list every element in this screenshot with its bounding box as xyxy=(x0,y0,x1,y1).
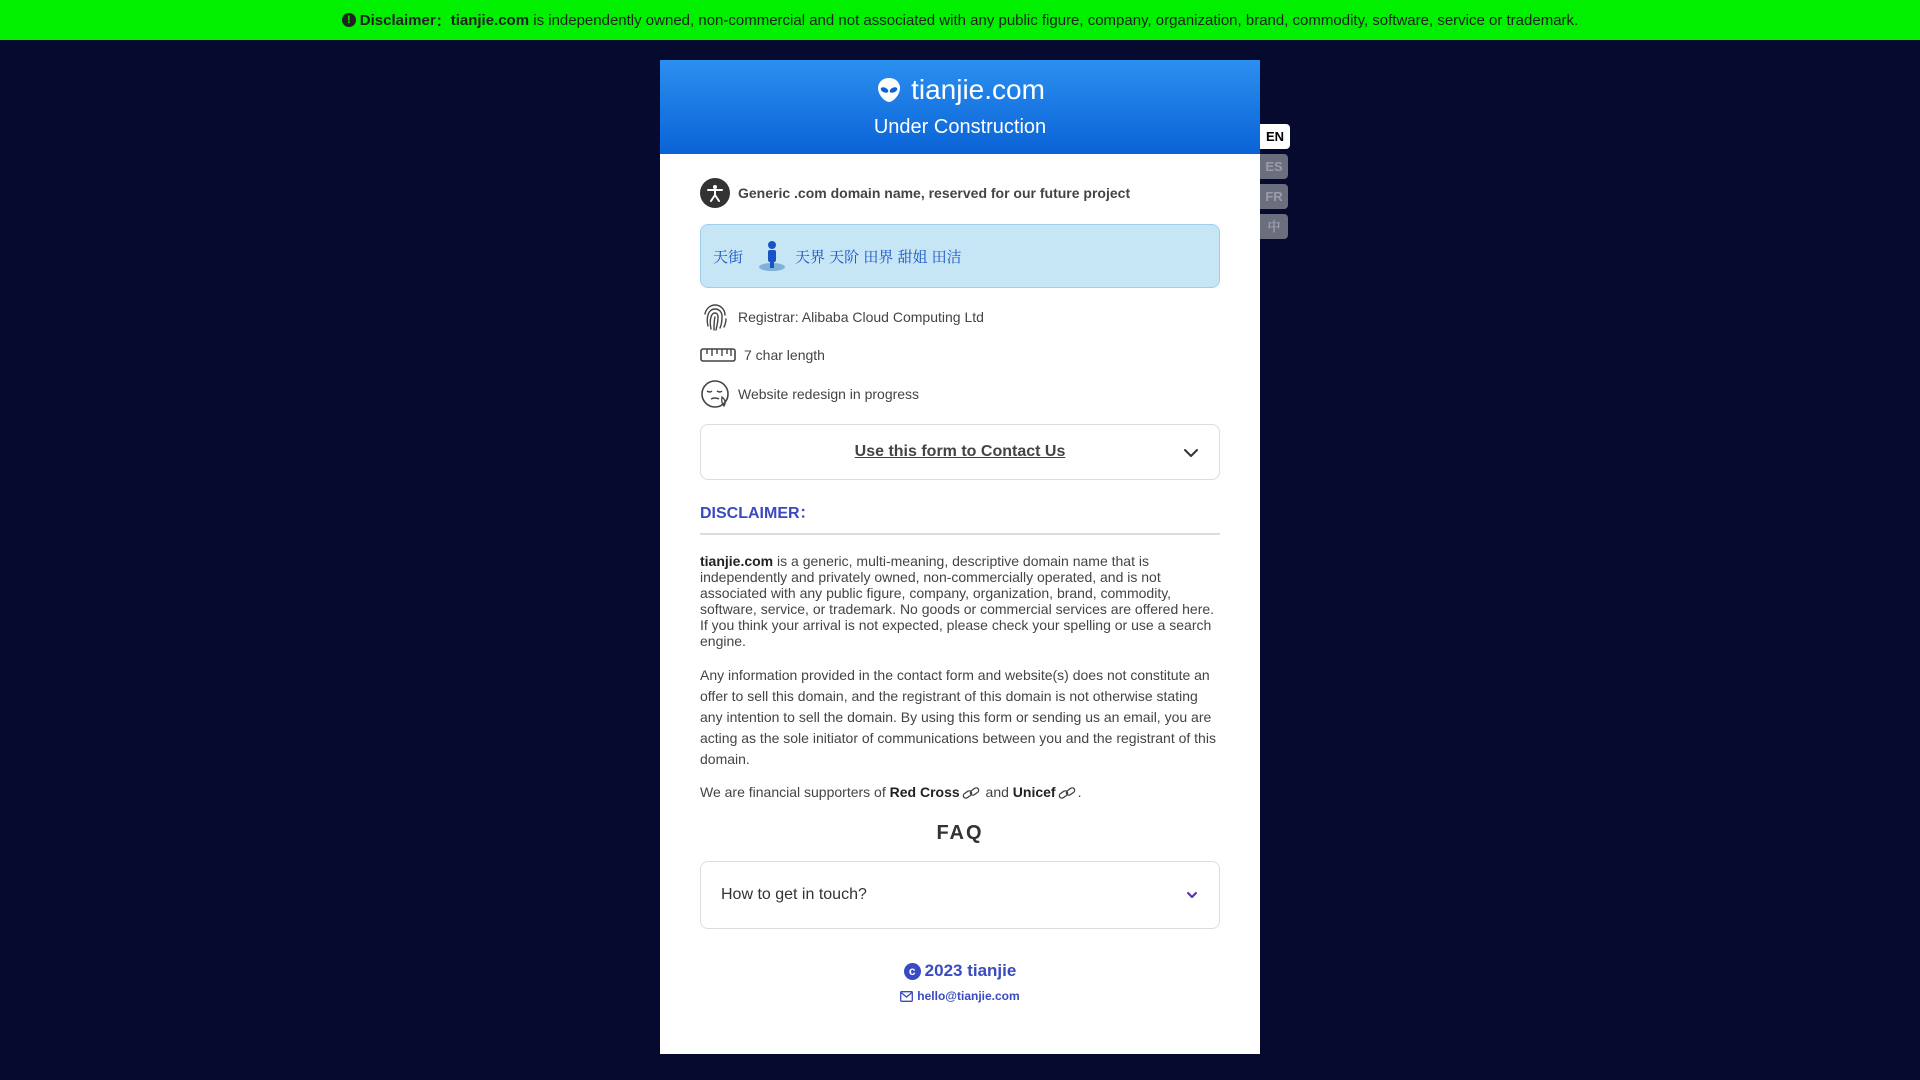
faq-heading: FAQ xyxy=(936,822,984,845)
status-text: Website redesign in progress xyxy=(738,386,920,402)
envelope-icon xyxy=(900,991,913,1002)
main-card xyxy=(660,60,1260,1054)
chevron-down-icon xyxy=(1183,445,1199,461)
faq-item[interactable] xyxy=(700,861,1220,929)
site-title: tianjie.com xyxy=(911,74,1045,105)
card-header xyxy=(660,60,1260,154)
generic-domain-text: Generic .com domain name, reserved for our future project xyxy=(738,185,1131,201)
supporters-and: and xyxy=(981,784,1013,800)
disclaimer-heading: DISCLAIMER： xyxy=(700,500,1220,535)
alien-icon xyxy=(875,76,903,104)
supporters-paragraph xyxy=(700,784,1220,800)
generic-domain-row xyxy=(700,176,1220,210)
language-switcher xyxy=(1260,124,1290,244)
red-cross-link[interactable]: Red Cross xyxy=(889,784,960,800)
fingerprint-icon xyxy=(700,302,730,332)
supporters-suffix: . xyxy=(1077,784,1082,800)
faq-question: How to get in touch? xyxy=(721,886,867,904)
banner-domain: tianjie.com xyxy=(450,11,530,29)
disclaimer-paragraph-2: Any information provided in the contact form and website(s) does not constitute an offer to sell this domain, and the registrant of this domain is not otherwise stating any intention to sell the domain. By using this form or sending us an email, you are acting as the sole initiator of communications between you and the registrant of this domain. xyxy=(700,667,1216,767)
brand xyxy=(660,74,1260,106)
disclaimer-domain: tianjie.com xyxy=(700,553,774,569)
disclaimer-banner xyxy=(0,0,1920,40)
registrar-row xyxy=(700,300,1220,334)
accessibility-icon xyxy=(700,178,730,208)
lang-es-button[interactable]: ES xyxy=(1260,154,1288,179)
keyword-main: 天街 xyxy=(713,248,744,266)
banner-label: Disclaimer xyxy=(359,11,436,29)
keywords-box xyxy=(700,224,1220,288)
email-text: hello@tianjie.com xyxy=(917,989,1020,1004)
site-subtitle: Under Construction xyxy=(873,116,1047,138)
length-text: 7 char length xyxy=(744,347,825,363)
footer xyxy=(700,961,1220,1003)
banner-text: is independently owned, non-commercial and not associated with any public figure, company, organization, brand, commodity, software, service or trademark. xyxy=(529,11,1579,29)
unicef-link[interactable]: Unicef xyxy=(1012,784,1056,800)
disclaimer-text-1: is a generic, multi-meaning, descriptive domain name that is independently and privately owned, non-commercially operated, and is not associated with any public figure, company, organization, brand, commodity, software, service, or trademark. No goods or commercial services are offered here. If you think your arrival is not expected, please check your spelling or use a search engine. xyxy=(700,553,1215,649)
registrar-text: Registrar: Alibaba Cloud Computing Ltd xyxy=(738,309,984,325)
keyword-list: 天界 天阶 田界 甜姐 田洁 xyxy=(795,248,962,266)
link-icon[interactable] xyxy=(1058,786,1076,800)
supporters-prefix: We are financial supporters of xyxy=(700,784,890,800)
ruler-icon xyxy=(700,346,736,364)
link-icon[interactable] xyxy=(962,786,980,800)
disclaimer-paragraph-1 xyxy=(700,553,1220,649)
status-row xyxy=(700,376,1220,412)
chevron-down-icon xyxy=(1185,888,1199,902)
sleepy-face-icon xyxy=(700,379,730,409)
lang-en-button[interactable]: EN xyxy=(1260,124,1290,149)
warning-icon: ! xyxy=(342,13,356,27)
email-link[interactable] xyxy=(700,989,1220,1003)
copyright xyxy=(700,961,1220,981)
contact-form-label: Use this form to Contact Us xyxy=(854,443,1066,460)
copyright-text: 2023 tianjie xyxy=(924,961,1017,981)
length-row xyxy=(700,338,1220,372)
location-person-icon xyxy=(757,240,787,272)
copyright-icon: c xyxy=(904,963,921,980)
contact-form-toggle[interactable] xyxy=(700,424,1220,480)
lang-fr-button[interactable]: FR xyxy=(1260,184,1288,209)
lang-zh-button[interactable]: 中 xyxy=(1260,214,1288,239)
banner-separator: ： xyxy=(435,12,451,30)
